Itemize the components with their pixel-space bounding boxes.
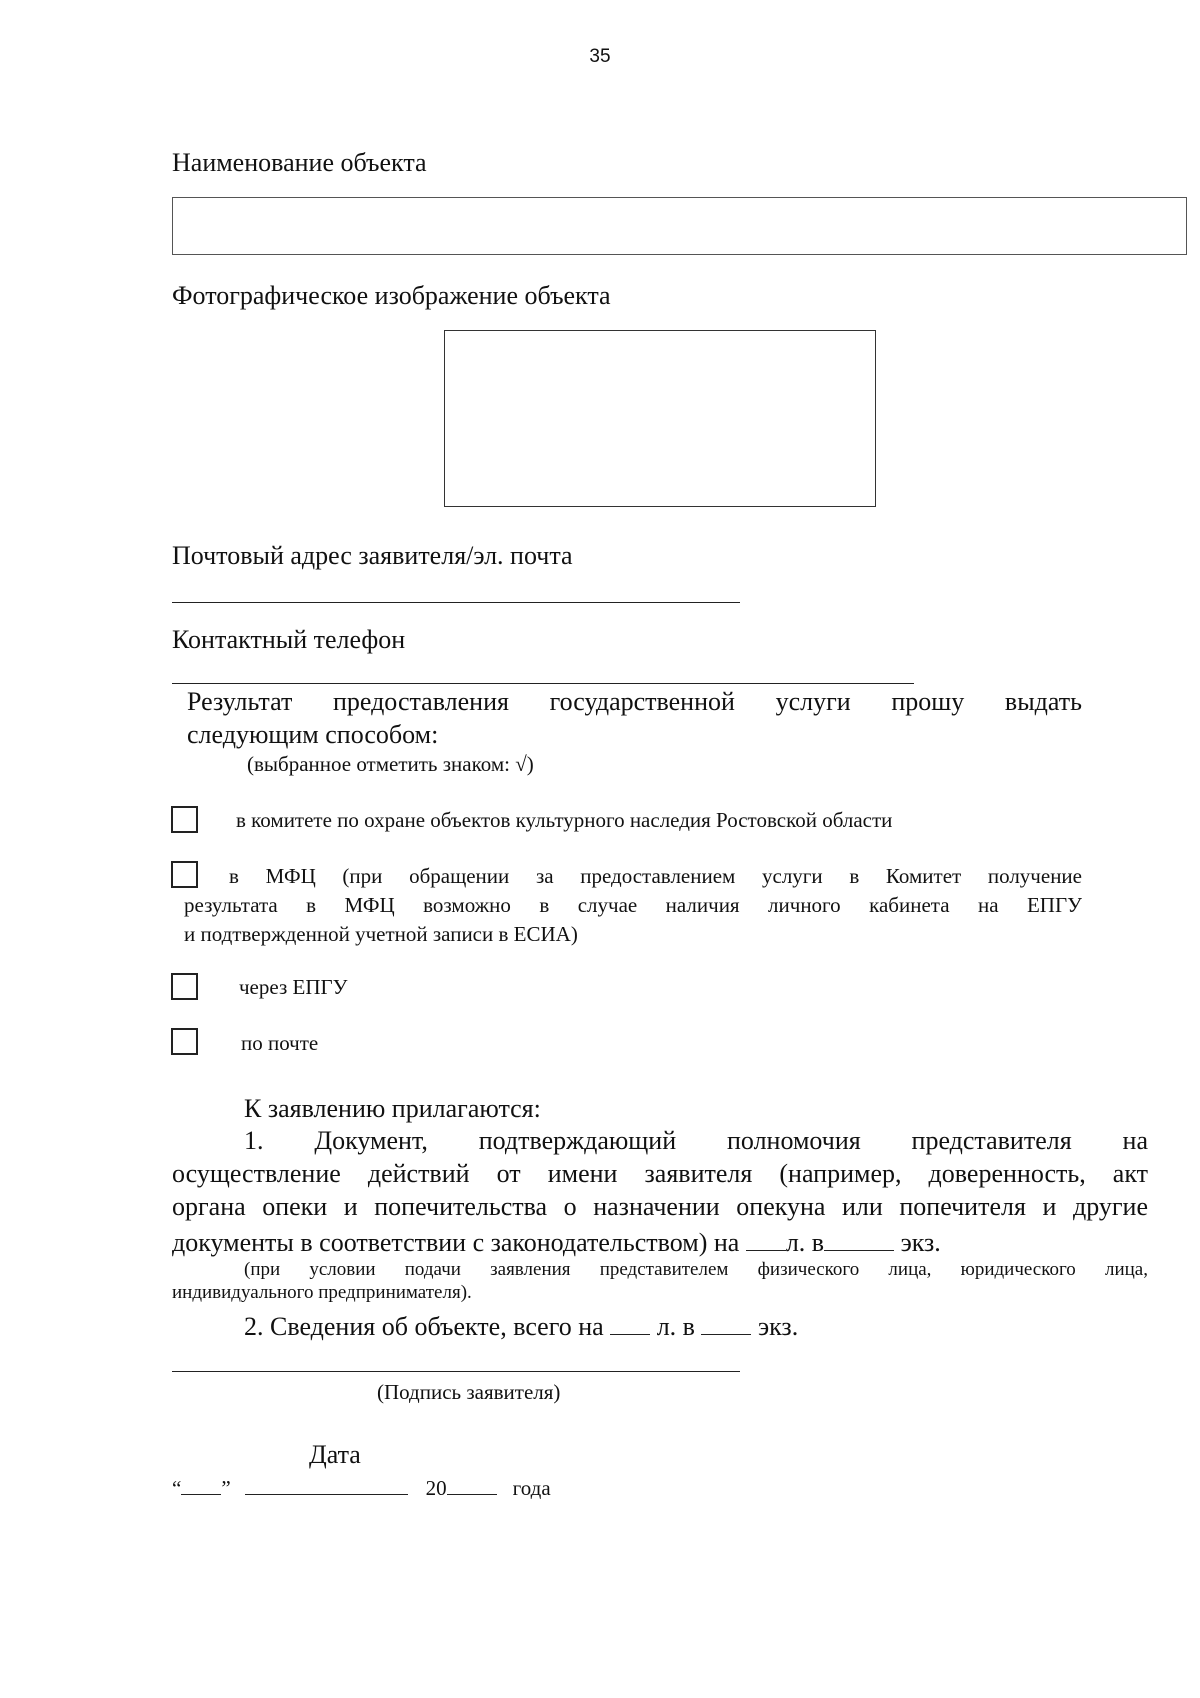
phone-label: Контактный телефон [172, 625, 406, 654]
post-checkbox[interactable] [171, 1028, 198, 1055]
attachment-1-sheets-blank[interactable] [746, 1224, 786, 1251]
object-name-field[interactable] [172, 197, 1187, 255]
mfc-option-line1: в МФЦ (при обращении за предоставлением услуги в Комитет получение [229, 864, 1082, 888]
attachment-note-line2: индивидуального предпринимателя). [172, 1282, 472, 1303]
attachment-note-line1: (при условии подачи заявления представителем физического лица, юридического лица, [244, 1259, 1148, 1280]
result-text-line1: Результат предоставления государственной услуги прошу выдать [187, 687, 1082, 716]
post-option-label: по почте [241, 1031, 319, 1055]
postal-address-label: Почтовый адрес заявителя/эл. почта [172, 541, 573, 570]
date-day-blank[interactable] [181, 1473, 221, 1495]
attachment-1-line4: документы в соответствии с законодательством) на л. в экз. [172, 1224, 941, 1258]
date-year-blank[interactable] [447, 1473, 497, 1495]
mfc-option-line2: результата в МФЦ возможно в случае наличия личного кабинета на ЕПГУ [184, 893, 1082, 917]
photo-placeholder[interactable] [444, 330, 876, 507]
committee-option-label: в комитете по охране объектов культурного наследия Ростовской области [236, 808, 893, 832]
mfc-checkbox[interactable] [171, 861, 198, 888]
attachment-1-line1: 1. Документ, подтверждающий полномочия представителя на [244, 1126, 1148, 1155]
date-month-blank[interactable] [245, 1473, 408, 1495]
committee-checkbox[interactable] [171, 806, 198, 833]
attachment-1-line2: осуществление действий от имени заявителя (например, доверенность, акт [172, 1159, 1148, 1188]
attachment-2-copies-blank[interactable] [701, 1308, 751, 1335]
date-label: Дата [309, 1440, 361, 1469]
epgu-checkbox[interactable] [171, 973, 198, 1000]
page-number: 35 [589, 46, 611, 67]
result-text-line2: следующим способом: [187, 720, 439, 749]
postal-address-line[interactable] [172, 602, 740, 603]
phone-line[interactable] [172, 683, 914, 684]
result-hint: (выбранное отметить знаком: √) [247, 752, 534, 776]
date-line: “ ” 20 года [172, 1473, 551, 1501]
attachment-1-copies-blank[interactable] [824, 1224, 894, 1251]
photo-label: Фотографическое изображение объекта [172, 281, 611, 310]
epgu-option-label: через ЕПГУ [239, 975, 348, 999]
attachment-2-line: 2. Сведения об объекте, всего на л. в экз. [244, 1308, 798, 1342]
signature-caption: (Подпись заявителя) [377, 1380, 561, 1404]
signature-line[interactable] [172, 1371, 740, 1372]
object-name-label: Наименование объекта [172, 148, 427, 177]
attachment-1-line3: органа опеки и попечительства о назначении опекуна или попечителя и другие [172, 1192, 1148, 1221]
attachment-2-sheets-blank[interactable] [610, 1308, 650, 1335]
attachments-heading: К заявлению прилагаются: [244, 1094, 541, 1123]
mfc-option-line3: и подтвержденной учетной записи в ЕСИА) [184, 922, 578, 946]
